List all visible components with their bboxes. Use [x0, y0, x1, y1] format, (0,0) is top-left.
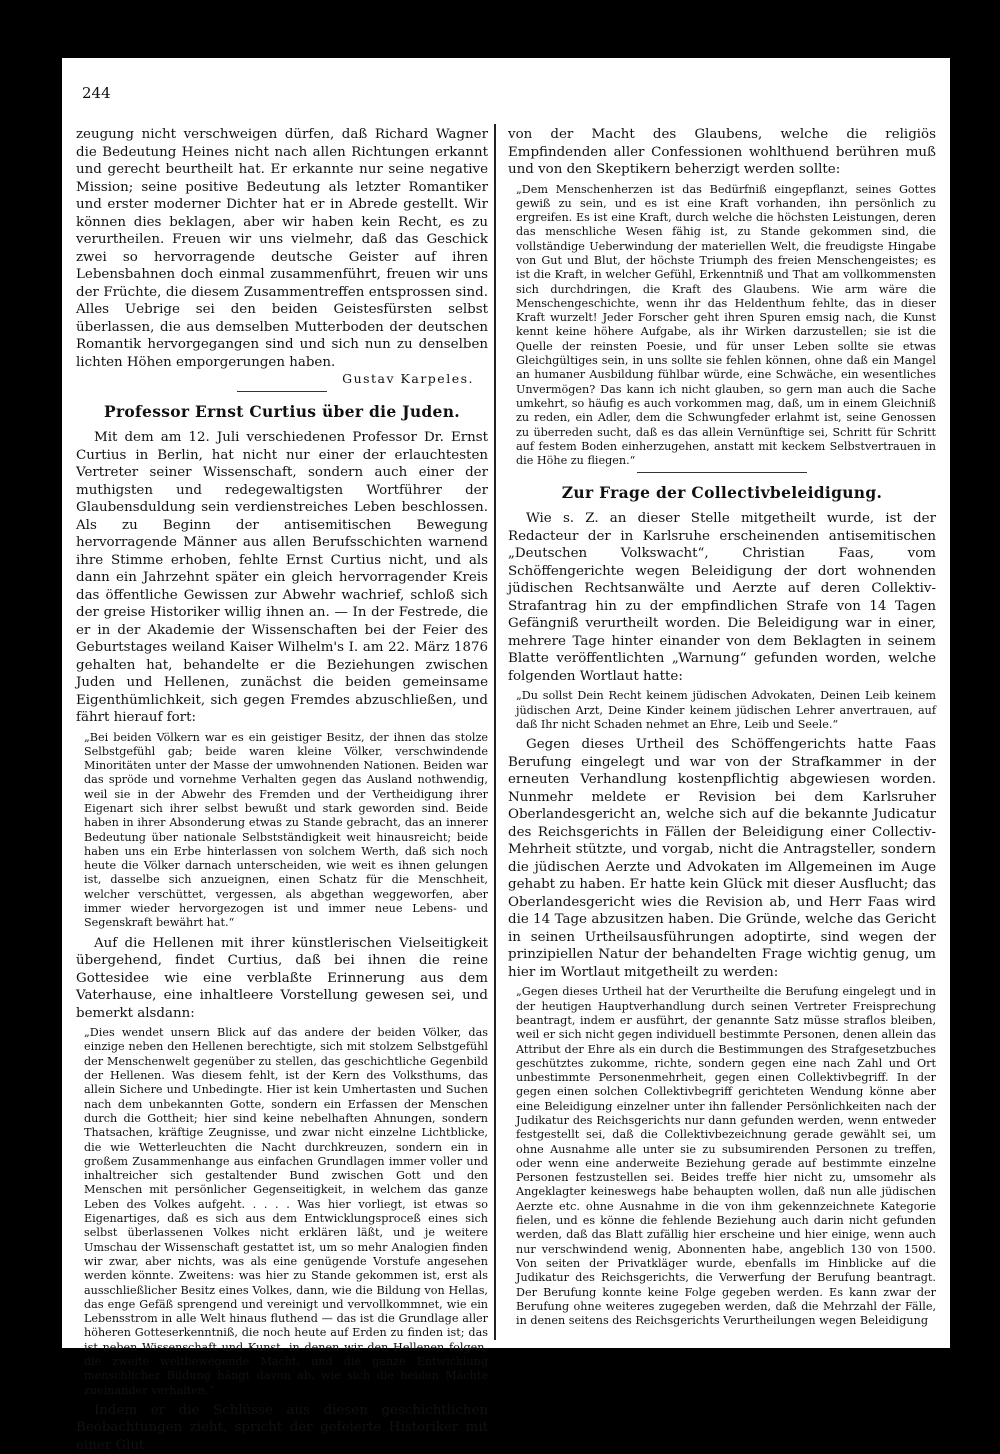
intro-paragraph: zeugung nicht verschweigen dürfen, daß Richard Wagner die Bedeutung Heines nicht nach allen Richtungen erkannt und gerecht beurtheilt hat. Er erkannte nur seine negative Mission; seine positive Bedeutung als letzter Romantiker und erster moderner Dichter hat er in Abrede gestellt. Wir können dies beklagen, aber wir haben kein Recht, es zu verurtheilen. Freuen wir uns vielmehr, daß das Geschick zwei so hervorragende deutsche Geister auf ihren Lebensbahnen doch einmal zusammenführt, freuen wir uns der Früchte, die diesem Zusammentreffen entsprossen sind. Alles Uebrige sei den beiden Geistesfürsten selbst überlassen, die aus demselben Mutterboden der deutschen Romantik hervorgegangen sind und sich nun zu denselben lichten Höhen emporgerungen haben. [76, 127, 488, 370]
separator-rule [637, 472, 807, 473]
article-title-curtius: Professor Ernst Curtius über die Juden. [104, 402, 460, 421]
curtius-continuation: von der Macht des Glaubens, welche die religiös Empfindenden aller Confessionen wohlthuend berühren muß und von den Skeptikern beherzigt werden sollte: [508, 127, 936, 177]
page [62, 58, 950, 1453]
page-number: 244 [82, 84, 111, 102]
warning-quote: „Du sollst Dein Recht keinem jüdischen Advokaten, Deinen Leib keinem jüdischen Arzt, Deine Kinder keinem jüdischen Lehrer anvertrauen, auf daß Ihr nicht Schaden nehmet an Ehre, Leib und Seele.“ [516, 689, 936, 732]
left-column [76, 126, 488, 1454]
signature: Gustav Karpeles. [342, 371, 474, 386]
article-title-collective-insult: Zur Frage der Collectivbeleidigung. [561, 483, 883, 503]
collective-paragraph-1: Wie s. Z. an dieser Stelle mitgetheilt wurde, ist der Redacteur der in Karlsruhe erscheinenden antisemitischen „Deutschen Volkswacht“, Christian Faas, vom Schöffengerichte wegen Beleidigung der dort wohnenden jüdischen Rechtsanwälte und Aerzte auf deren Collektiv-Strafantrag hin zu der empfindlichen Strafe von 14 Tagen Gefängniß verurtheilt worden. Die Beleidigung war in einer, mehrere Tage hinter einander von dem Beklagten in seinem Blatte veröffentlichten „Warnung“ gefunden worden, welche folgenden Wortlaut hatte: [508, 511, 936, 684]
judgment-quote: „Gegen dieses Urtheil hat der Verurtheilte die Berufung eingelegt und in der heutigen Hauptverhandlung durch seinen Vertreter Freisprechung beantragt, indem er ausführt, der genannte Satz müsse straflos bleiben, weil er sich nicht gegen individuell bestimmte Personen, denen allein das Attribut der Ehre als ein durch die Bestimmungen des Strafgesetzbuches geschütztes zukomme, richte, sondern gegen eine nach Zahl und Ort unbestimmte Personenmehrheit, gegen einen Collektivbegriff. In der gegen einen solchen Collektivbegriff gerichteten Wendung könne aber eine Beleidigung einzelner unter ihn fallender Persönlichkeiten nach der Judikatur des Reichsgerichts nur dann gefunden werden, wenn entweder festgestellt sei, daß die Collektivbezeichnung gerade gewählt sei, um ohne Ausnahme alle unter sie zu subsumirenden Personen zu treffen, oder wenn eine anderweite Beziehung gerade auf bestimmte einzelne Personen festzustellen sei. Beides treffe hier nicht zu, umsomehr als Angeklagter keineswegs habe behaupten wollen, daß nun alle jüdischen Aerzte etc. ohne Ausnahme in die von ihm gekennzeichnete Kategorie fielen, und es könne die fehlende Beziehung auch darin nicht gefunden werden, daß das Blatt zufällig hier erscheine und hier einige, wenn auch nur verschwindend wenig, Abonnenten habe, angeblich 130 von 1500. Von seiten der Privatkläger wurde, ebenfalls im Hinblicke auf die Judikatur des Reichsgerichts, die Verwerfung der Berufung beantragt. Der Berufung konnte keine Folge gegeben werden. Es kann zwar der Berufung ohne weiteres zugegeben werden, daß die Mehrzahl der Fälle, in denen seitens des Reichsgerichts Verurtheilungen wegen Beleidigung [516, 985, 936, 1328]
faith-quote: „Dem Menschenherzen ist das Bedürfniß eingepflanzt, seines Gottes gewiß zu sein, und es ist eine Kraft vorhanden, ihn persönlich zu ergreifen. Es ist eine Kraft, durch welche die höchsten Leistungen, deren das menschliche Wesen fähig ist, zu Stande gekommen sind, die vollständige Ueberwindung der materiellen Welt, die freudigste Hingabe von Gut und Blut, der höchste Triumph des freien Menschengeistes; es ist die Kraft, in welcher Gefühl, Erkenntniß und That am vollkommensten sich durchdringen, die Kraft des Glaubens. Wie arm wäre die Menschengeschichte, wenn ihr das Heldenthum fehlte, das in dieser Kraft wurzelt! Jeder Forscher geht ihren Spuren emsig nach, die Kunst kennt keine höhere Aufgabe, als ihr Wirken darzustellen; sie ist die Quelle der reinsten Poesie, und für unser Leben sollte sie etwas Gleichgültiges sein, in uns sollte sie fehlen können, ohne daß ein Mangel an humaner Ausbildung fühlbar würde, eine Schwäche, ein wesentliches Unvermögen? Das kann ich nicht glauben, so gern man auch die Sache umkehrt, so häufig es auch vorkommen mag, daß, um in einem Gleichniß zu reden, ein Adler, dem die Schwungfeder erlahmt ist, seine Genossen zu überreden sucht, daß es das allein Vernünftige sei, Schritt für Schritt auf festem Boden einherzugehen, anstatt mit keckem Selbstvertrauen in die Höhe zu fliegen.“ [516, 182, 936, 468]
curtius-paragraph-1: Mit dem am 12. Juli verschiedenen Professor Dr. Ernst Curtius in Berlin, hat nicht nur einer der erlauchtesten Vertreter seiner Wissenschaft, sondern auch einer der muthigsten und redegewaltigsten Wortführer der Glaubensduldung sein verdienstreiches Leben beschlossen. Als zu Beginn der antisemitischen Bewegung hervorragende Männer aus allen Berufsschichten warnend ihre Stimme erhoben, fehlte Ernst Curtius nicht, und als dann ein Jahrzehnt später ein gleich hervorragender Kreis das öffentliche Gewissen zur Abwehr wachrief, schloß sich der greise Historiker willig ihnen an. — In der Festrede, die er in der Akademie der Wissenschaften bei der Feier des Geburtstages weiland Kaiser Wilhelm's I. am 22. März 1876 gehalten hat, behandelte er die Beziehungen zwischen Juden und Hellenen, zunächst die beiden gemeinsame Eigenthümlichkeit, sich gegen Fremdes abzuschließen, und fährt hierauf fort: [76, 430, 488, 725]
curtius-paragraph-3: Indem er die Schlüsse aus diesen geschichtlichen Beobachtungen zieht, spricht der gefeierte Historiker mit einer Glut [76, 1402, 488, 1453]
curtius-paragraph-2: Auf die Hellenen mit ihrer künstlerischen Vielseitigkeit übergehend, findet Curtius, daß bei ihnen die reine Gottesidee wie eine verblaßte Erinnerung aus dem Vaterhause, eine inhaltleere Vorstellung gewesen sei, und bemerkt alsdann: [76, 935, 488, 1021]
separator-rule [237, 391, 327, 392]
column-divider [494, 124, 496, 1340]
collective-paragraph-2: Gegen dieses Urtheil des Schöffengerichts hatte Faas Berufung eingelegt und war von der Strafkammer in der erneuten Verhandlung kostenpflichtig abgewiesen worden. Nunmehr meldete er Revision bei dem Karlsruher Oberlandesgericht an, welche sich auf die bekannte Judicatur des Reichsgerichts in Fällen der Beleidigung einer Collectiv-Mehrheit stützte, und vorgab, nicht die Antragsteller, sondern die jüdischen Aerzte und Advokaten im Allgemeinen im Auge gehabt zu haben. Er hatte kein Glück mit dieser Ausflucht; das Oberlandesgericht wies die Revision ab, und Herr Faas wird die 14 Tage abzusitzen haben. Die Gründe, welche das Gericht in seinen Urtheilsausführungen adoptirte, sind wegen der prinzipiellen Natur der behandelten Frage wichtig genug, um hier im Wortlaut mitgetheilt zu werden: [508, 737, 936, 980]
curtius-quote-1: „Bei beiden Völkern war es ein geistiger Besitz, der ihnen das stolze Selbstgefühl gab; beide waren kleine Völker, verschwindende Minoritäten unter der Masse der umwohnenden Nationen. Beiden war das spröde und vornehme Verhalten gegen das Ausland nothwendig, weil sie in der Abwehr des Fremden und der Vertheidigung ihrer Eigenart sich ihrer selbst bewußt und stark geworden sind. Beide haben in ihrer Absonderung etwas zu Stande gebracht, das an innerer Bedeutung über nationale Selbstständigkeit weit hinausreicht; beide haben uns ein Erbe hinterlassen von solchem Werth, daß sich noch heute die Völker darnach unterscheiden, wie weit es ihnen gelungen ist, dasselbe sich anzueignen, einen Schatz für die Menschheit, welcher verschüttet, vergessen, als abgethan weggeworfen, aber immer wieder hervorgezogen ist und immer neue Lebens- und Segenskraft bewährt hat.“ [84, 730, 488, 930]
curtius-quote-2: „Dies wendet unsern Blick auf das andere der beiden Völker, das einzige neben den Hellenen berechtigte, sich mit stolzem Selbstgefühl der Menschenwelt gegenüber zu stellen, das geschichtliche Gegenbild der Hellenen. Was diesem fehlt, ist der Kern des Volksthums, das allein Sichere und Unbedingte. Hier ist kein Umhertasten und Suchen nach dem unbekannten Gotte, sondern ein Erfassen der Menschen durch die Gottheit; hier sind keine nebelhaften Ahnungen, sondern Thatsachen, kräftige Zeugnisse, und zwar nicht einzelne Lichtblicke, die wie Wetterleuchten die Nacht durchkreuzen, sondern ein in großem Zusammenhange aus einfachen Grundlagen immer voller und inhaltreicher sich gestaltender Bund zwischen Gott und den Menschen mit persönlicher Gegenseitigkeit, in welchem das ganze Leben des Volkes aufgeht. . . . . Was hier vorliegt, ist etwas so Eigenartiges, daß es sich aus dem Entwicklungsproceß eines sich selbst überlassenen Volkes nicht erklären läßt, und je weitere Umschau der Wissenschaft gestattet ist, um so mehr Analogien finden wir zwar, aber nichts, was als eine genügende Vorstufe angesehen werden könnte. Zweitens: was hier zu Stande gekommen ist, erst als ausschließlicher Besitz eines Volkes, dann, wie die Bildung von Hellas, das enge Gefäß sprengend und vereinigt und vervollkommnet, wie ein Lebensstrom in alle Welt hinaus fluthend — das ist die Grundlage aller höheren Gotteserkenntniß, die noch heute auf Erden zu finden ist; das ist neben Wissenschaft und Kunst, in denen wir den Hellenen folgen, die zweite weltbewegende Macht, und die ganze Entwicklung menschlicher Bildung hängt davon ab, wie sich die beiden Mächte zueinander verhalten.“ [84, 1026, 488, 1397]
right-column [508, 126, 936, 1328]
